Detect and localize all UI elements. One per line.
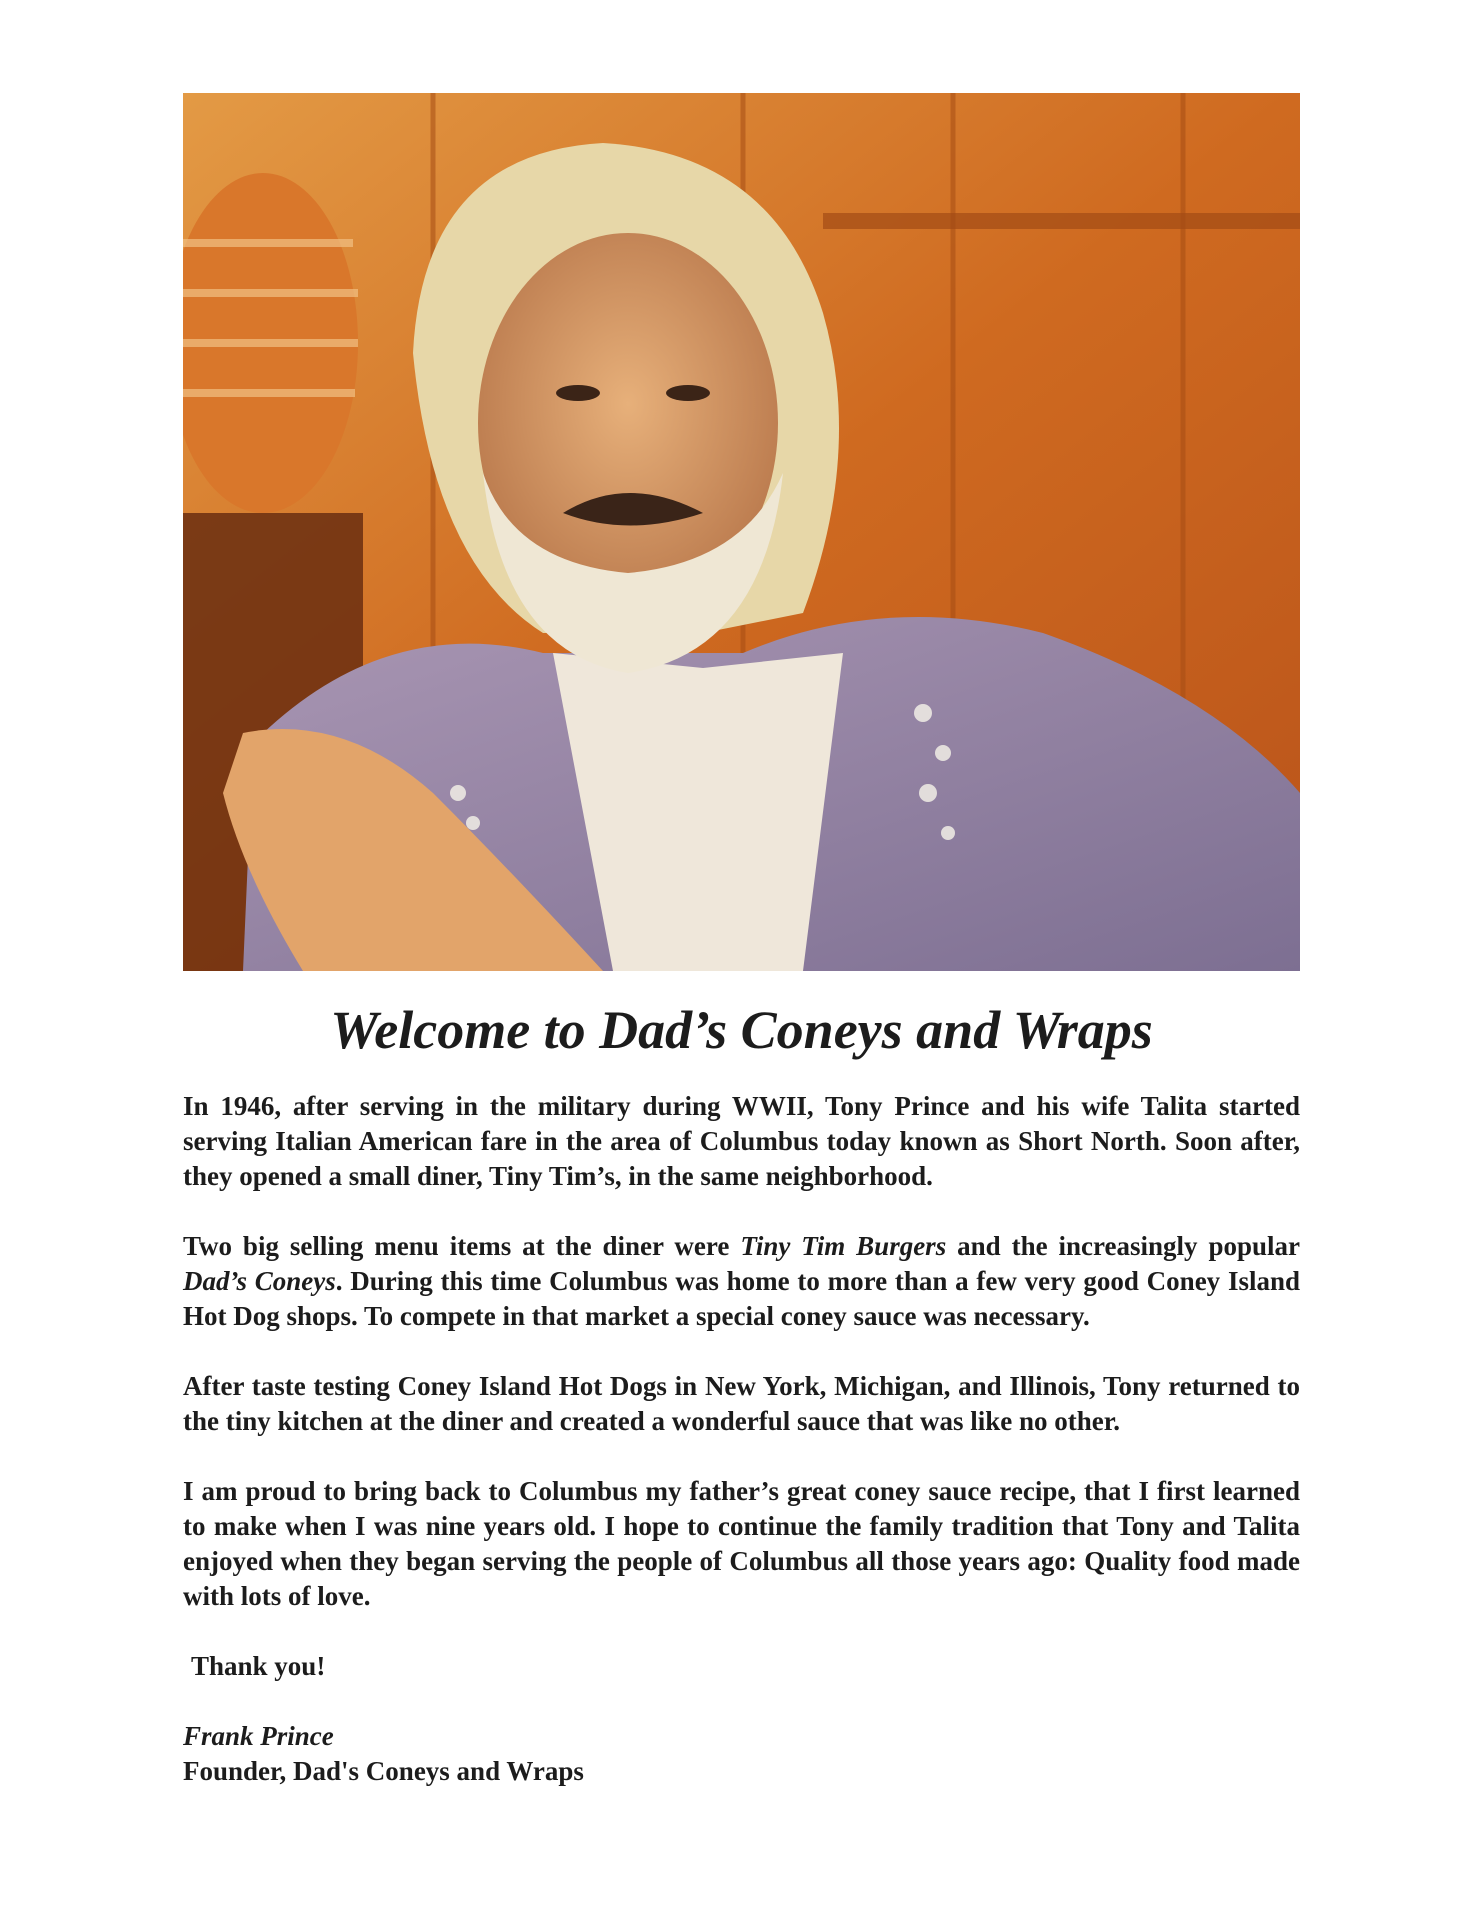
- signature-name: Frank Prince: [183, 1721, 334, 1751]
- paragraph-tradition: I am proud to bring back to Columbus my father’s great coney sauce recipe, that I first learned to make when I was nine years old. I hope to continue the family tradition that Tony and Talita enjoyed when they began serving the people of Columbus all those years ago: Quality food made with lots of love.: [183, 1476, 1300, 1611]
- page-title: Welcome to Dad’s Coneys and Wraps: [330, 1000, 1153, 1060]
- paragraph-sauce: After taste testing Coney Island Hot Dogs in New York, Michigan, and Illinois, Tony returned to the tiny kitchen at the diner and created a wonderful sauce that was like no other.: [183, 1371, 1300, 1436]
- menu-item-dads-coneys: Dad’s Coneys: [183, 1266, 336, 1296]
- paragraph-history: In 1946, after serving in the military during WWII, Tony Prince and his wife Talita started serving Italian American fare in the area of Columbus today known as Short North. Soon after, they opened a small diner, Tiny Tim’s, in the same neighborhood.: [183, 1091, 1300, 1191]
- paragraph-menu-items: Two big selling menu items at the diner were Tiny Tim Burgers and the increasingly popular Dad’s Coneys. During this time Columbus was home to more than a few very good Coney Island Hot Dog shops. To compete in that market a special coney sauce was necessary.: [183, 1231, 1300, 1331]
- menu-item-tiny-tim-burgers: Tiny Tim Burgers: [740, 1231, 947, 1261]
- closing-thanks: Thank you!: [191, 1651, 326, 1681]
- portrait-photo: [183, 93, 1300, 971]
- signature-title: Founder, Dad's Coneys and Wraps: [183, 1756, 584, 1786]
- portrait-illustration: [183, 93, 1300, 971]
- letter-body: [183, 1089, 1300, 1789]
